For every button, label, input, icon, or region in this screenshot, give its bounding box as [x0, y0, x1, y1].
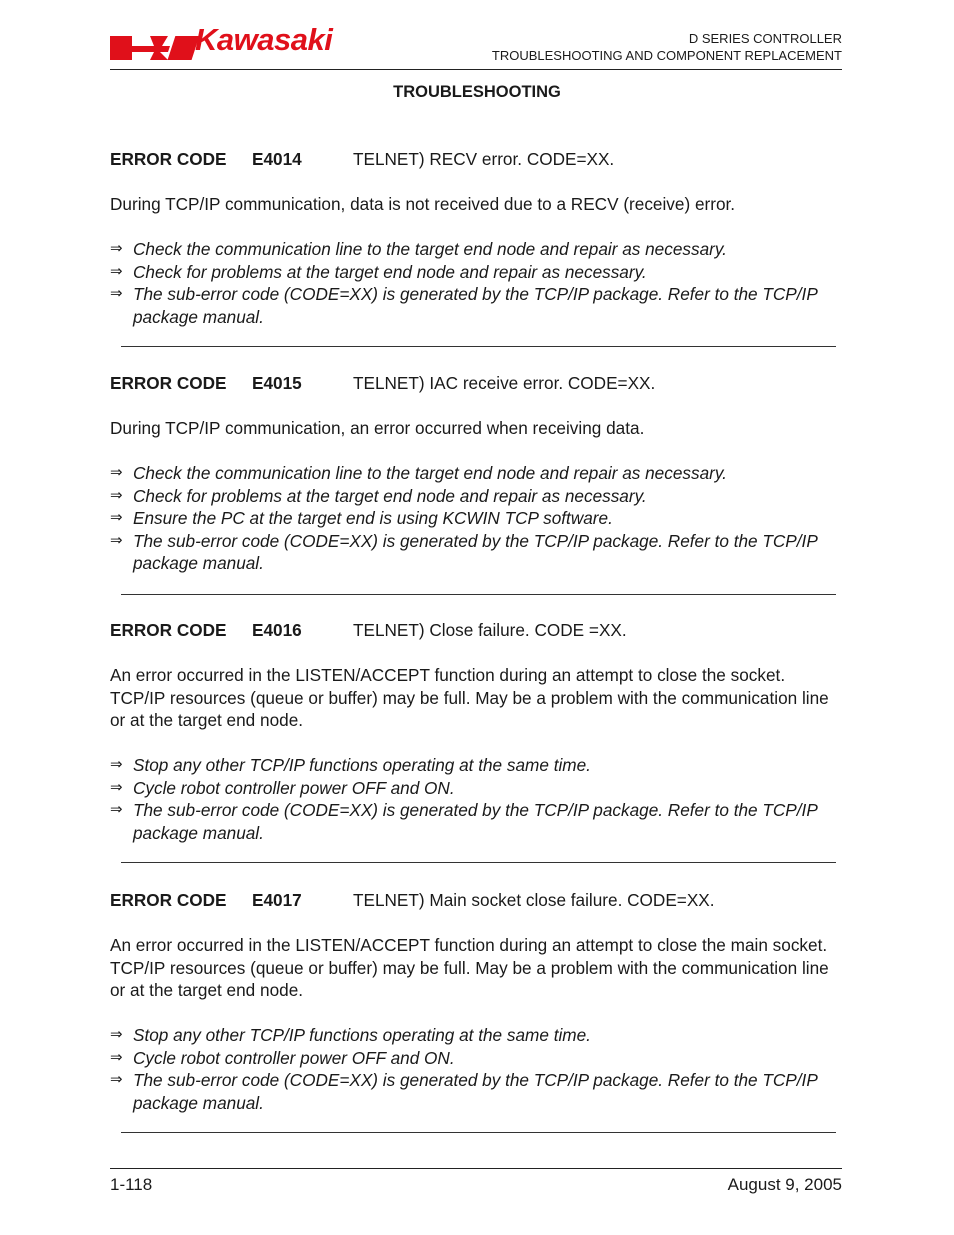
action-list — [110, 1024, 840, 1114]
arrow-icon: ⇒ — [110, 240, 123, 257]
arrow-icon: ⇒ — [110, 262, 123, 280]
arrow-icon: ⇒ — [110, 464, 123, 481]
action-item: ⇒ The sub-error code (CODE=XX) is generated by the TCP/IP package. Refer to the TCP/IP package manual. — [110, 284, 818, 327]
action-list — [110, 238, 840, 328]
action-item: ⇒ Check for problems at the target end node and repair as necessary. — [110, 261, 647, 282]
error-code-label: ERROR CODE — [110, 149, 227, 169]
error-description: During TCP/IP communication, an error occurred when receiving data. — [110, 418, 645, 438]
page-number: 1-118 — [110, 1175, 153, 1194]
error-code-label: ERROR CODE — [110, 890, 227, 910]
error-description: An error occurred in the LISTEN/ACCEPT function during an attempt to close the socket. TCP/IP resources (queue or buffer) may be full. May be a problem with the communication line or at the target end node. — [110, 665, 829, 730]
arrow-icon: ⇒ — [110, 778, 123, 796]
error-code-number: E4014 — [252, 149, 302, 169]
action-item: ⇒ The sub-error code (CODE=XX) is generated by the TCP/IP package. Refer to the TCP/IP package manual. — [110, 800, 818, 843]
action-item: ⇒ Ensure the PC at the target end is using KCWIN TCP software. — [110, 508, 613, 528]
error-description: An error occurred in the LISTEN/ACCEPT function during an attempt to close the main socket. TCP/IP resources (queue or buffer) may be full. May be a problem with the communication line or at the target end node. — [110, 935, 829, 1000]
error-code-number: E4015 — [252, 373, 302, 393]
action-item: ⇒ Stop any other TCP/IP functions operating at the same time. — [110, 1025, 591, 1045]
section-separator — [121, 594, 836, 595]
action-item: ⇒ Stop any other TCP/IP functions operating at the same time. — [110, 755, 591, 775]
header-rule — [110, 69, 842, 70]
error-code-message: TELNET) Close failure. CODE =XX. — [353, 620, 627, 640]
arrow-icon: ⇒ — [110, 801, 123, 818]
action-list — [110, 754, 840, 844]
error-code-line — [110, 372, 656, 394]
error-code-label: ERROR CODE — [110, 620, 227, 640]
page-header — [110, 22, 842, 72]
action-item: ⇒ The sub-error code (CODE=XX) is generated by the TCP/IP package. Refer to the TCP/IP package manual. — [110, 530, 818, 573]
error-code-line — [110, 619, 627, 641]
action-item: ⇒ The sub-error code (CODE=XX) is generated by the TCP/IP package. Refer to the TCP/IP package manual. — [110, 1070, 818, 1113]
action-item: ⇒ Cycle robot controller power OFF and ON. — [110, 1047, 455, 1068]
error-code-line — [110, 889, 715, 911]
error-code-number: E4016 — [252, 620, 302, 640]
header-line-1: D SERIES CONTROLLER — [688, 31, 842, 46]
arrow-icon: ⇒ — [110, 285, 123, 302]
arrow-icon: ⇒ — [110, 486, 123, 504]
error-code-message: TELNET) Main socket close failure. CODE=XX. — [353, 890, 715, 910]
arrow-icon: ⇒ — [110, 509, 123, 526]
action-item: ⇒ Check the communication line to the target end node and repair as necessary. — [110, 239, 727, 259]
arrow-icon: ⇒ — [110, 1071, 123, 1088]
footer-date: August 9, 2005 — [727, 1175, 842, 1194]
action-item: ⇒ Cycle robot controller power OFF and ON. — [110, 777, 455, 798]
action-list — [110, 462, 840, 575]
error-code-message: TELNET) IAC receive error. CODE=XX. — [353, 373, 656, 393]
action-item: ⇒ Check for problems at the target end node and repair as necessary. — [110, 485, 647, 506]
section-separator — [121, 862, 836, 863]
arrow-icon: ⇒ — [110, 756, 123, 773]
logo-wordmark: Kawasaki — [195, 22, 333, 57]
header-line-2: TROUBLESHOOTING AND COMPONENT REPLACEMENT — [491, 48, 842, 63]
footer-rule — [110, 1168, 842, 1169]
arrow-icon: ⇒ — [110, 1026, 123, 1043]
arrow-icon: ⇒ — [110, 531, 123, 549]
arrow-icon: ⇒ — [110, 1048, 123, 1066]
error-code-line — [110, 148, 615, 170]
page-heading: TROUBLESHOOTING — [393, 83, 561, 101]
section-separator — [121, 346, 836, 347]
section-separator — [121, 1132, 836, 1133]
header-title-block — [492, 30, 842, 64]
action-item: ⇒ Check the communication line to the target end node and repair as necessary. — [110, 463, 727, 483]
error-code-number: E4017 — [252, 890, 302, 910]
error-description: During TCP/IP communication, data is not received due to a RECV (receive) error. — [110, 194, 736, 214]
error-code-message: TELNET) RECV error. CODE=XX. — [353, 149, 615, 169]
error-code-label: ERROR CODE — [110, 373, 227, 393]
